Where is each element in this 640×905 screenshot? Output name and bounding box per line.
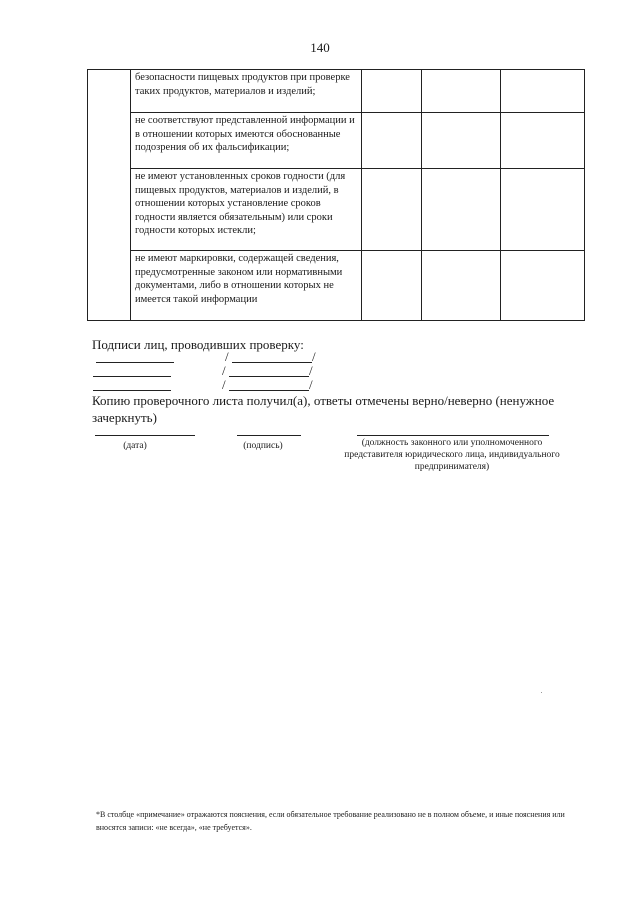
copy-received-statement: Копию проверочного листа получил(а), ответы отмечены верно/неверно (ненужное зачеркнуть) xyxy=(92,393,555,425)
answer-cell xyxy=(362,113,422,169)
answer-cell xyxy=(362,169,422,251)
table-row xyxy=(88,169,585,251)
signature-line xyxy=(93,376,171,377)
page-number: 140 xyxy=(310,40,330,55)
answer-cell xyxy=(422,169,501,251)
note-cell xyxy=(501,70,585,113)
name-line xyxy=(232,362,312,363)
note-cell xyxy=(501,169,585,251)
date-line xyxy=(95,435,195,436)
requirement-cell: не соответствуют представленной информации и в отношении которых имеются обоснованные подозрения об их фальсификации; xyxy=(131,113,362,169)
note-cell xyxy=(501,113,585,169)
position-caption: (должность законного или уполномоченного представителя юридического лица, индивидуального предпринимателя) xyxy=(344,438,560,472)
slash-separator: / xyxy=(309,363,313,378)
slash-separator: / xyxy=(312,349,316,364)
signers-heading: Подписи лиц, проводивших проверку: xyxy=(92,337,304,352)
number-cell xyxy=(88,70,131,321)
signature-caption: (подпись) xyxy=(243,441,283,451)
signature-line xyxy=(96,362,174,363)
requirement-cell: безопасности пищевых продуктов при проверке таких продуктов, материалов и изделий; xyxy=(131,70,362,113)
slash-separator: / xyxy=(309,377,313,392)
slash-separator: / xyxy=(222,377,226,392)
slash-separator: / xyxy=(222,363,226,378)
answer-cell xyxy=(422,113,501,169)
signature-line xyxy=(237,435,301,436)
answer-cell xyxy=(362,70,422,113)
name-line xyxy=(229,390,309,391)
requirement-cell: не имеют установленных сроков годности (для пищевых продуктов, материалов и изделий, в отношении которых установление сроков годности является обязательным) или сроки годности которых истекли; xyxy=(131,169,362,251)
answer-cell xyxy=(422,251,501,321)
note-cell xyxy=(501,251,585,321)
scan-speck xyxy=(541,692,542,693)
answer-cell xyxy=(422,70,501,113)
name-line xyxy=(229,376,309,377)
date-caption: (дата) xyxy=(123,441,147,451)
checklist-table xyxy=(87,69,585,321)
position-line xyxy=(357,435,549,436)
slash-separator: / xyxy=(225,349,229,364)
requirement-cell: не имеют маркировки, содержащей сведения, предусмотренные законом или нормативными документами, либо в отношении которых не имеется такой информации xyxy=(131,251,362,321)
table-row xyxy=(88,251,585,321)
answer-cell xyxy=(362,251,422,321)
footnote: *В столбце «примечание» отражаются пояснения, если обязательное требование реализовано не в полном объеме, и иные пояснения или вносятся записи: «не всегда», «не требуется». xyxy=(96,810,565,832)
table-row xyxy=(88,70,585,113)
table-row xyxy=(88,113,585,169)
signature-line xyxy=(93,390,171,391)
